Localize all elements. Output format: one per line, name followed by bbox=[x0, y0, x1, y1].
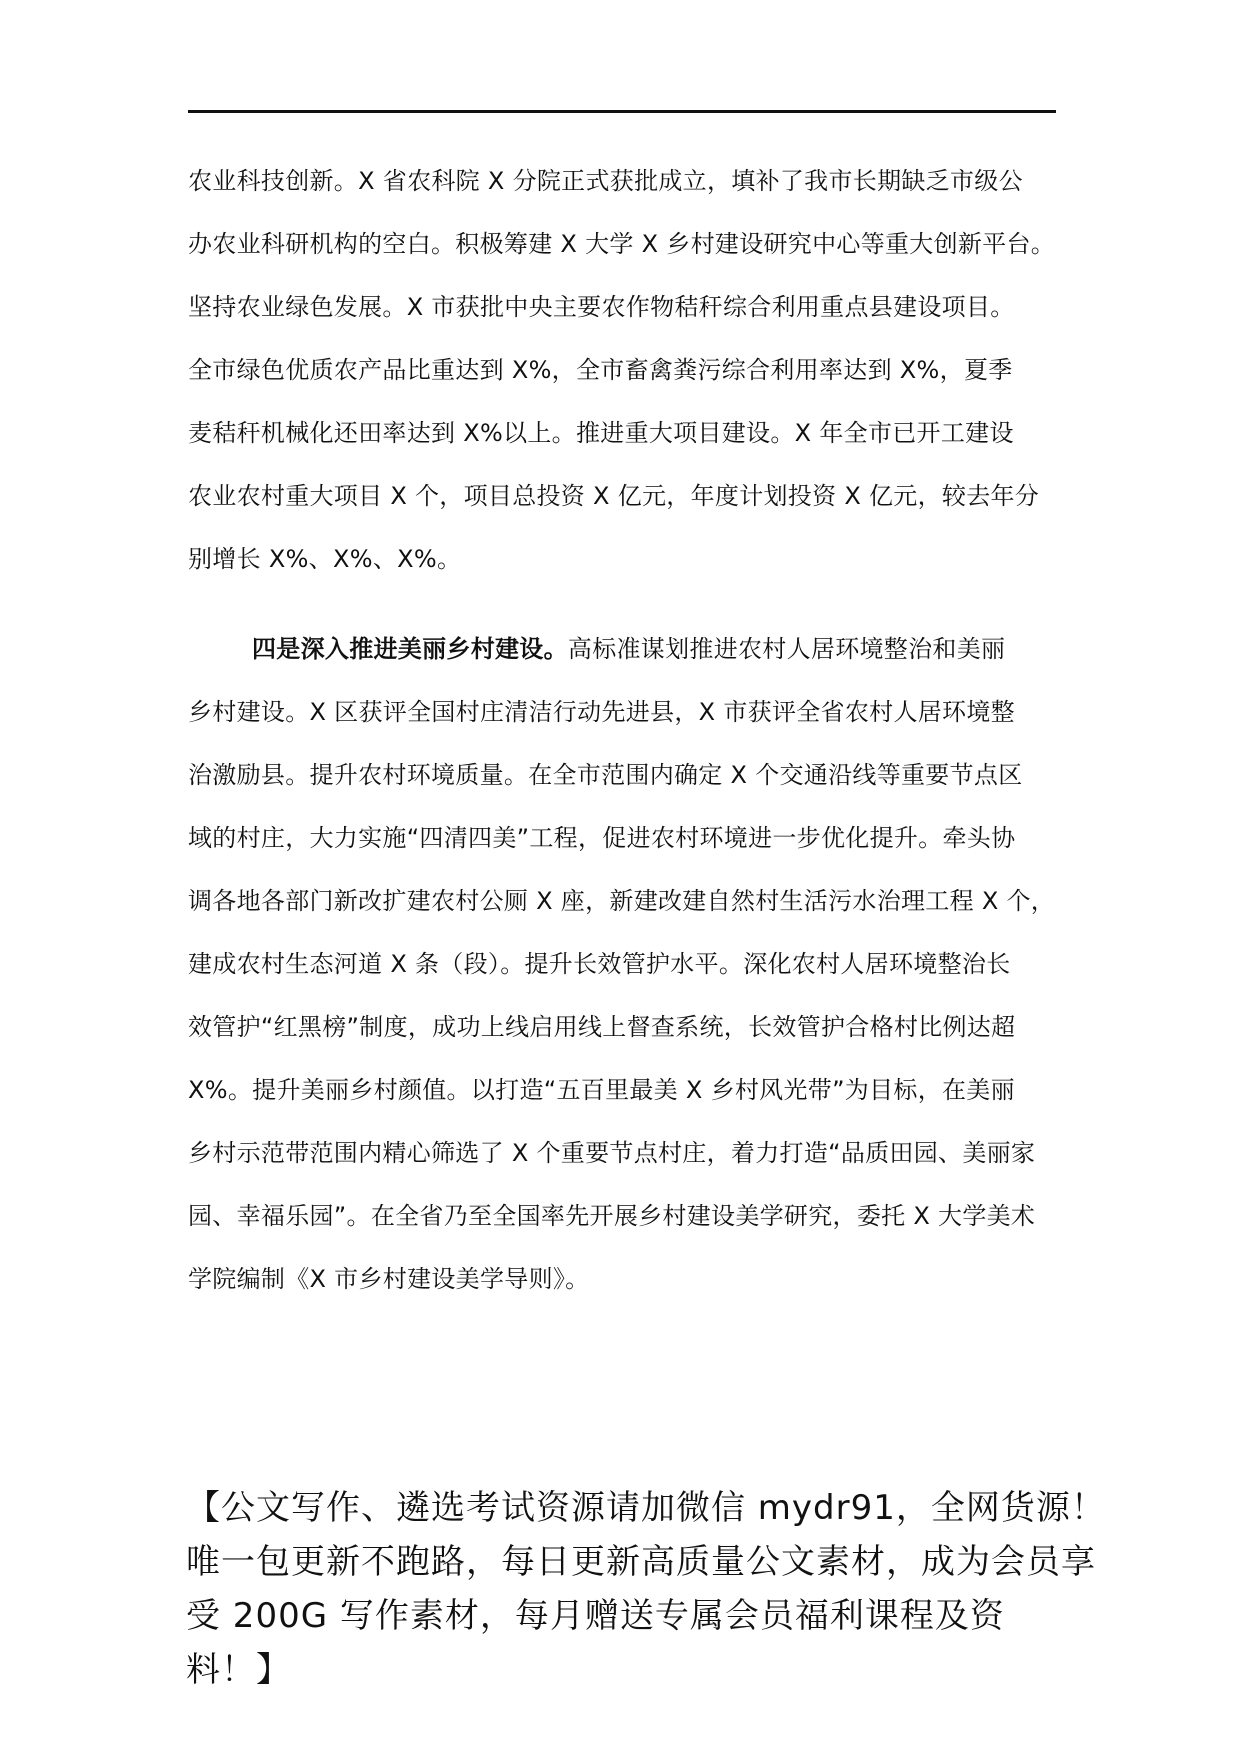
paragraph-1-line-1: 农业科技创新。X 省农科院 X 分院正式获批成立，填补了我市长期缺乏市级公 bbox=[188, 167, 1023, 195]
paragraph-2-line-8: X%。提升美丽乡村颜值。以打造“五百里最美 X 乡村风光带”为目标，在美丽 bbox=[188, 1076, 1015, 1104]
paragraph-1-line-4: 全市绿色优质农产品比重达到 X%，全市畜禽粪污综合利用率达到 X%，夏季 bbox=[188, 356, 1013, 384]
paragraph-1-line-5: 麦秸秆机械化还田率达到 X%以上。推进重大项目建设。X 年全市已开工建设 bbox=[188, 419, 1014, 447]
paragraph-1-line-3: 坚持农业绿色发展。X 市获批中央主要农作物秸秆综合利用重点县建设项目。 bbox=[188, 293, 1015, 321]
paragraph-2-first-line bbox=[252, 634, 1005, 664]
promo-line-4: 料！】 bbox=[186, 1650, 291, 1690]
header-rule bbox=[188, 110, 1056, 113]
paragraph-2-line-4: 域的村庄，大力实施“四清四美”工程，促进农村环境进一步优化提升。牵头协 bbox=[188, 824, 1016, 852]
paragraph-1-line-6: 农业农村重大项目 X 个，项目总投资 X 亿元，年度计划投资 X 亿元，较去年分 bbox=[188, 482, 1040, 510]
promo-line-1: 【公文写作、遴选考试资源请加微信 mydr91，全网货源！ bbox=[186, 1488, 1106, 1528]
paragraph-2-line-2: 乡村建设。X 区获评全国村庄清洁行动先进县，X 市获评全省农村人居环境整 bbox=[188, 698, 1015, 726]
paragraph-2-first-line-rest: 高标准谋划推进农村人居环境整治和美丽 bbox=[567, 635, 1006, 663]
paragraph-1-line-2: 办农业科研机构的空白。积极筹建 X 大学 X 乡村建设研究中心等重大创新平台。 bbox=[188, 230, 1056, 258]
promo-line-3: 受 200G 写作素材，每月赠送专属会员福利课程及资 bbox=[186, 1596, 1005, 1636]
promo-line-2: 唯一包更新不跑路，每日更新高质量公文素材，成为会员享 bbox=[186, 1542, 1096, 1582]
paragraph-2-line-7: 效管护“红黑榜”制度，成功上线启用线上督查系统，长效管护合格村比例达超 bbox=[188, 1013, 1016, 1041]
paragraph-2-line-9: 乡村示范带范围内精心筛选了 X 个重要节点村庄，着力打造“品质田园、美丽家 bbox=[188, 1139, 1036, 1167]
paragraph-2-line-11: 学院编制《X 市乡村建设美学导则》。 bbox=[188, 1265, 590, 1293]
paragraph-2-line-3: 治激励县。提升农村环境质量。在全市范围内确定 X 个交通沿线等重要节点区 bbox=[188, 761, 1023, 789]
paragraph-2-line-5: 调各地各部门新改扩建农村公厕 X 座，新建改建自然村生活污水治理工程 X 个， bbox=[188, 887, 1056, 915]
paragraph-1-line-7: 别增长 X%、X%、X%。 bbox=[188, 545, 462, 573]
paragraph-2-lead: 四是深入推进美丽乡村建设。 bbox=[252, 635, 568, 663]
paragraph-2-line-10: 园、幸福乐园”。在全省乃至全国率先开展乡村建设美学研究，委托 X 大学美术 bbox=[188, 1202, 1036, 1230]
paragraph-2-line-6: 建成农村生态河道 X 条（段）。提升长效管护水平。深化农村人居环境整治长 bbox=[188, 950, 1011, 978]
